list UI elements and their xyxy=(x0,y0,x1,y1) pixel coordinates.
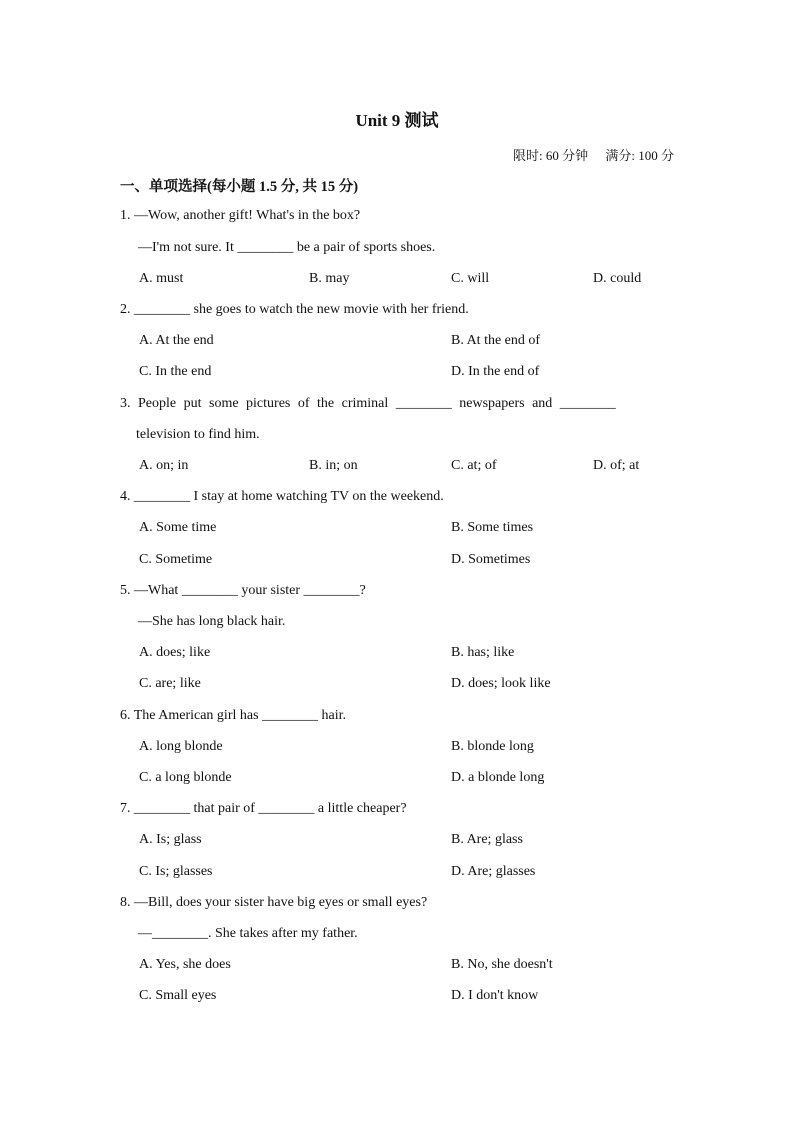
question-text: 1. —Wow, another gift! What's in the box? xyxy=(120,208,361,223)
option-b: B. blonde long xyxy=(451,739,534,754)
option-a: A. Yes, she does xyxy=(139,957,231,972)
option-a: A. on; in xyxy=(139,458,189,473)
option-b: B. in; on xyxy=(309,458,358,473)
question-text: 8. —Bill, does your sister have big eyes or small eyes? xyxy=(120,895,428,910)
question-text: 5. —What ________ your sister ________? xyxy=(120,583,366,598)
option-a: A. does; like xyxy=(139,645,211,660)
option-d: D. a blonde long xyxy=(451,770,545,785)
option-d: D. does; look like xyxy=(451,676,551,691)
option-c: C. at; of xyxy=(451,458,497,473)
option-c: C. In the end xyxy=(139,364,212,379)
full-score: 满分: 100 分 xyxy=(605,148,674,163)
option-c: C. will xyxy=(451,271,490,286)
option-c: C. Is; glasses xyxy=(139,864,213,879)
question-text: television to find him. xyxy=(136,427,260,442)
option-c: C. a long blonde xyxy=(139,770,232,785)
option-a: A. Is; glass xyxy=(139,832,202,847)
question-text: 6. The American girl has ________ hair. xyxy=(120,708,347,723)
question-text: 7. ________ that pair of ________ a little cheaper? xyxy=(120,801,407,816)
option-b: B. No, she doesn't xyxy=(451,957,553,972)
option-d: D. In the end of xyxy=(451,364,540,379)
option-c: C. are; like xyxy=(139,676,201,691)
option-d: D. Sometimes xyxy=(451,552,531,567)
option-b: B. Some times xyxy=(451,520,534,535)
option-c: C. Sometime xyxy=(139,552,213,567)
page-title: Unit 9 测试 xyxy=(355,111,439,130)
question-text: 4. ________ I stay at home watching TV on the weekend. xyxy=(120,489,444,504)
section-title: 一、单项选择(每小题 1.5 分, 共 15 分) xyxy=(120,179,359,195)
time-limit: 限时: 60 分钟 xyxy=(513,148,589,163)
option-a: A. long blonde xyxy=(139,739,223,754)
question-text: —I'm not sure. It ________ be a pair of sports shoes. xyxy=(138,240,436,255)
option-b: B. may xyxy=(309,271,350,286)
option-d: D. could xyxy=(593,271,642,286)
option-a: A. must xyxy=(139,271,184,286)
option-b: B. Are; glass xyxy=(451,832,523,847)
question-text: —She has long black hair. xyxy=(138,614,286,629)
question-text: —________. She takes after my father. xyxy=(138,926,358,941)
option-d: D. of; at xyxy=(593,458,640,473)
question-text: 3. People put some pictures of the criminal ________ newspapers and ________ xyxy=(120,396,616,411)
option-d: D. Are; glasses xyxy=(451,864,536,879)
option-a: A. At the end xyxy=(139,333,214,348)
option-a: A. Some time xyxy=(139,520,217,535)
option-b: B. has; like xyxy=(451,645,515,660)
option-c: C. Small eyes xyxy=(139,988,217,1003)
question-text: 2. ________ she goes to watch the new movie with her friend. xyxy=(120,302,469,317)
exam-meta xyxy=(513,145,674,164)
option-d: D. I don't know xyxy=(451,988,539,1003)
option-b: B. At the end of xyxy=(451,333,541,348)
